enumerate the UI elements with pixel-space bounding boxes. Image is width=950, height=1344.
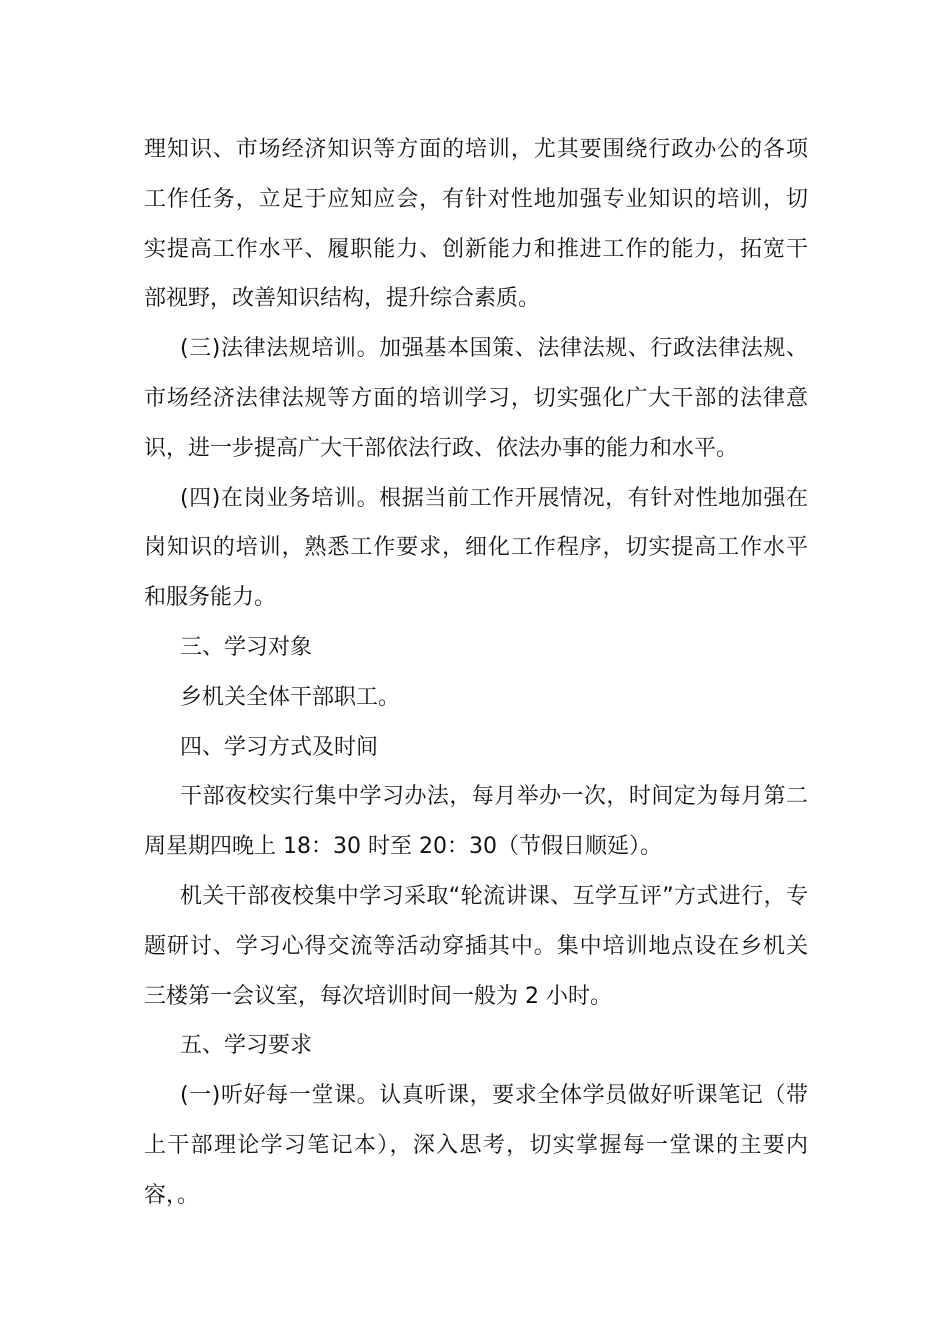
- text-line: 识，进一步提高广大干部依法行政、依法办事的能力和水平。: [144, 435, 739, 461]
- text-line: 岗知识的培训，熟悉工作要求，细化工作程序，切实提高工作水平: [144, 535, 808, 561]
- text-line: 上干部理论学习笔记本），深入思考，切实掌握每一堂课的主要内: [144, 1132, 808, 1158]
- text-line: 实提高工作水平、履职能力、创新能力和推进工作的能力，拓宽干: [144, 236, 808, 262]
- text-line: 工作任务，立足于应知应会，有针对性地加强专业知识的培训，切: [144, 186, 808, 212]
- section-heading-learning-method: 四、学习方式及时间: [180, 734, 379, 760]
- text-line: 干部夜校实行集中学习办法，每月举办一次，时间定为每月第二: [180, 784, 808, 810]
- text-line: 机关干部夜校集中学习采取“轮流讲课、互学互评”方式进行，专: [180, 883, 808, 909]
- text-line: 乡机关全体干部职工。: [180, 684, 401, 710]
- text-line: 理知识、市场经济知识等方面的培训，尤其要围绕行政办公的各项: [144, 137, 808, 162]
- text-line: (一)听好每一堂课。认真听课，要求全体学员做好听课笔记（带: [180, 1083, 808, 1109]
- text-line: 周星期四晚上 18：30 时至 20：30（节假日顺延）。: [144, 834, 662, 860]
- text-line: 容，。: [144, 1182, 200, 1208]
- document-body: [144, 125, 808, 1221]
- text-line: 部视野，改善知识结构，提升综合素质。: [144, 286, 541, 312]
- section-heading-onduty-training: (四)在岗业务培训。根据当前工作开展情况，有针对性地加强在: [180, 485, 808, 511]
- section-heading-learning-targets: 三、学习对象: [180, 634, 313, 660]
- text-line: 题研讨、学习心得交流等活动穿插其中。集中培训地点设在乡机关: [144, 933, 808, 959]
- text-line: 和服务能力。: [144, 585, 277, 611]
- text-line: 三楼第一会议室，每次培训时间一般为 2 小时。: [144, 983, 612, 1009]
- section-heading-learning-requirements: 五、学习要求: [180, 1033, 313, 1059]
- section-heading-law-training: (三)法律法规培训。加强基本国策、法律法规、行政法律法规、: [180, 336, 808, 362]
- text-line: 市场经济法律法规等方面的培训学习，切实强化广大干部的法律意: [144, 385, 808, 411]
